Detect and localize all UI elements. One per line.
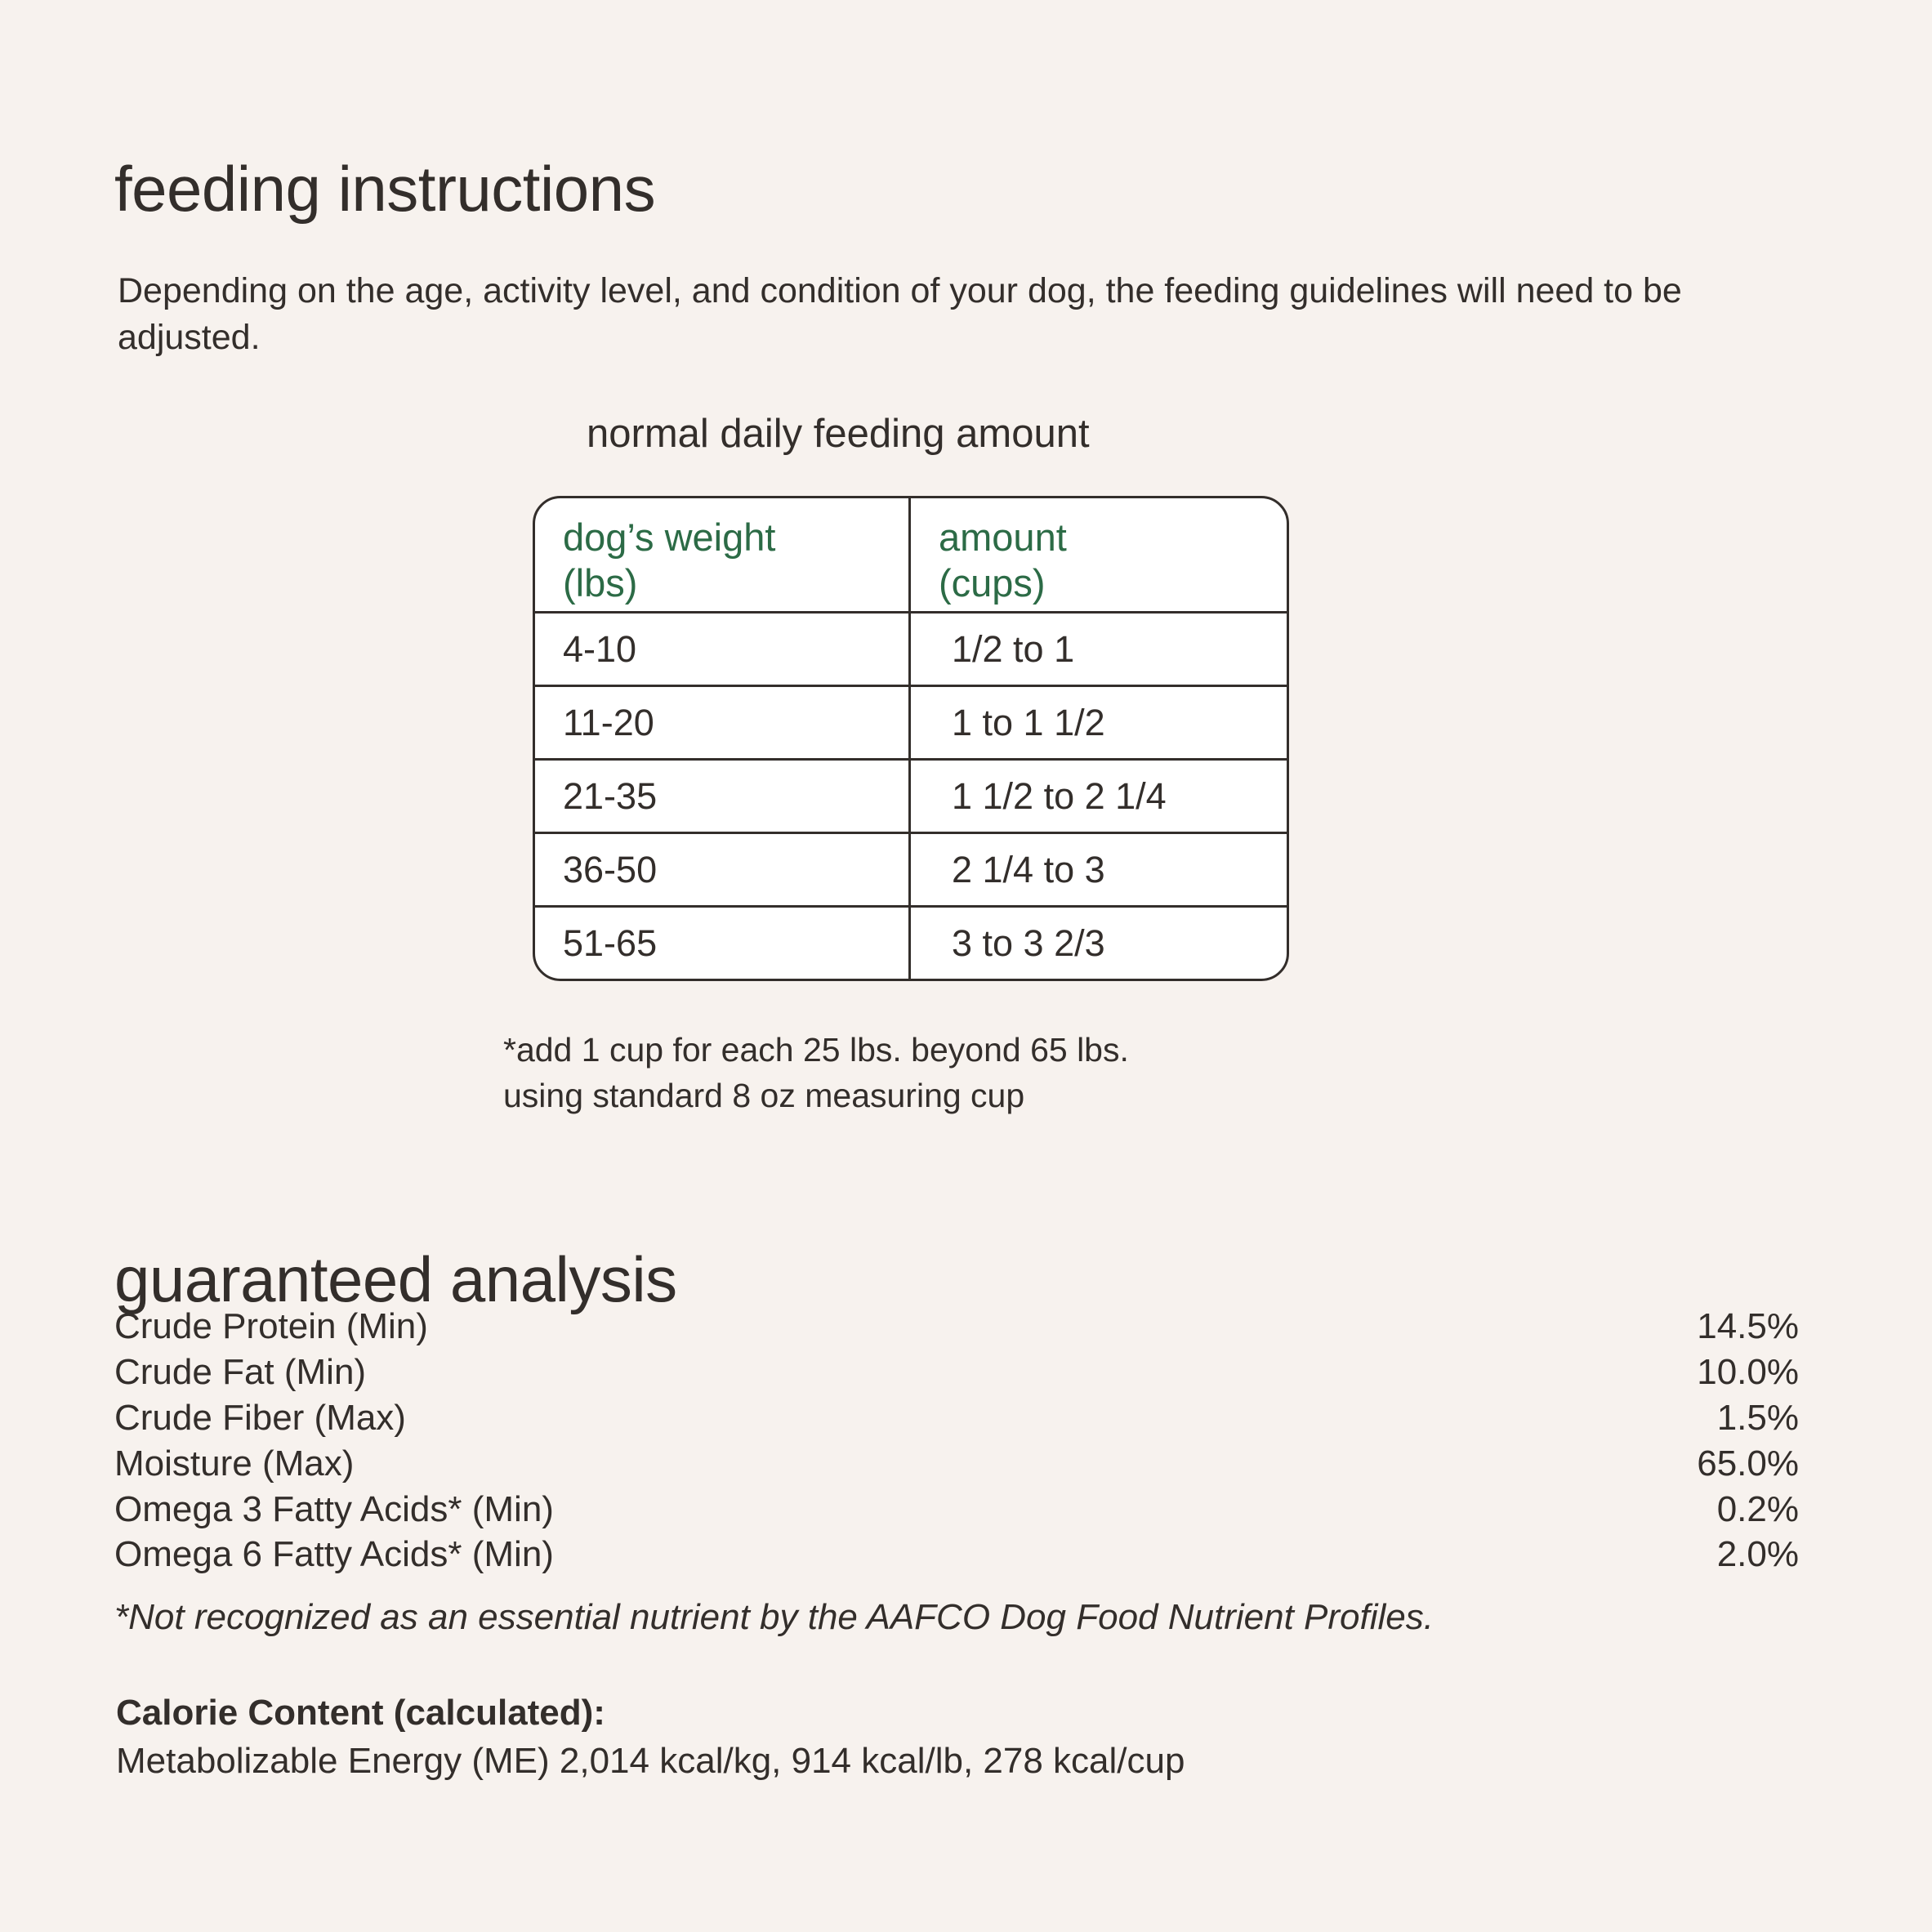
calorie-content-block (116, 1689, 1185, 1785)
feeding-table-note (503, 1028, 1129, 1119)
analysis-row (114, 1395, 1799, 1441)
table-row (535, 834, 1287, 908)
table-cell-amount-text: 1 to 1 1/2 (952, 701, 1105, 743)
calorie-content-title: Calorie Content (calculated): (116, 1693, 605, 1733)
table-cell-weight (535, 614, 911, 685)
analysis-value: 1.5% (1716, 1397, 1799, 1438)
table-header-amount-line2: (cups) (939, 561, 1046, 605)
table-header-row (535, 498, 1287, 614)
feeding-table-title: normal daily feeding amount (587, 412, 1090, 456)
table-cell-weight (535, 761, 911, 832)
analysis-label: Moisture (Max) (114, 1443, 355, 1484)
analysis-value: 0.2% (1716, 1488, 1799, 1529)
analysis-label: Crude Fat (Min) (114, 1351, 367, 1392)
dotted-leader (562, 1565, 1712, 1566)
analysis-row (114, 1441, 1799, 1487)
feeding-instructions-heading: feeding instructions (114, 153, 656, 225)
analysis-label: Crude Protein (Min) (114, 1306, 428, 1346)
table-header-weight (535, 498, 911, 611)
analysis-value: 2.0% (1716, 1534, 1799, 1575)
table-cell-amount (911, 908, 1287, 979)
table-cell-amount-text: 3 to 3 2/3 (952, 921, 1105, 964)
dotted-leader (436, 1337, 1692, 1338)
analysis-value: 10.0% (1697, 1351, 1799, 1392)
table-row (535, 614, 1287, 687)
table-cell-amount-text: 2 1/4 to 3 (952, 848, 1105, 890)
table-cell-amount (911, 614, 1287, 685)
table-cell-weight-text: 21-35 (563, 774, 658, 817)
table-row (535, 761, 1287, 834)
analysis-label: Crude Fiber (Max) (114, 1397, 406, 1438)
table-cell-amount (911, 834, 1287, 905)
table-cell-amount (911, 687, 1287, 758)
analysis-label: Omega 3 Fatty Acids* (Min) (114, 1488, 554, 1529)
table-cell-amount (911, 761, 1287, 832)
dotted-leader (562, 1520, 1712, 1521)
dotted-leader (374, 1383, 1692, 1384)
guaranteed-analysis-list (114, 1304, 1799, 1577)
analysis-value: 14.5% (1697, 1306, 1799, 1346)
table-cell-amount-text: 1 1/2 to 2 1/4 (952, 774, 1167, 817)
analysis-value: 65.0% (1697, 1443, 1799, 1484)
calorie-content-value: Metabolizable Energy (ME) 2,014 kcal/kg, 914 kcal/lb, 278 kcal/cup (116, 1740, 1185, 1781)
table-cell-weight-text: 36-50 (563, 848, 658, 890)
dotted-leader (414, 1429, 1712, 1430)
table-cell-weight-text: 4-10 (563, 627, 637, 670)
guaranteed-analysis-heading: guaranteed analysis (114, 1243, 677, 1316)
table-cell-weight (535, 834, 911, 905)
analysis-row (114, 1350, 1799, 1395)
table-cell-weight-text: 51-65 (563, 921, 658, 964)
analysis-row (114, 1532, 1799, 1577)
feeding-amount-table (533, 496, 1289, 981)
analysis-footnote: *Not recognized as an essential nutrient by the AAFCO Dog Food Nutrient Profiles. (114, 1597, 1434, 1637)
table-header-amount-line1: amount (939, 515, 1067, 559)
table-header-amount (911, 498, 1287, 611)
feeding-intro-paragraph: Depending on the age, activity level, and condition of your dog, the feeding guidelines will need to be adjusted. (118, 271, 1682, 357)
feeding-table-note-line2: using standard 8 oz measuring cup (503, 1076, 1025, 1114)
table-cell-weight (535, 908, 911, 979)
table-header-weight-line2: (lbs) (563, 561, 638, 605)
table-cell-amount-text: 1/2 to 1 (952, 627, 1075, 670)
table-row (535, 687, 1287, 761)
analysis-row (114, 1487, 1799, 1533)
feeding-table-note-line1: *add 1 cup for each 25 lbs. beyond 65 lbs. (503, 1031, 1129, 1069)
analysis-row (114, 1304, 1799, 1350)
table-cell-weight (535, 687, 911, 758)
table-header-weight-line1: dog’s weight (563, 515, 776, 559)
analysis-label: Omega 6 Fatty Acids* (Min) (114, 1534, 554, 1575)
table-cell-weight-text: 11-20 (563, 701, 654, 743)
table-row (535, 908, 1287, 979)
